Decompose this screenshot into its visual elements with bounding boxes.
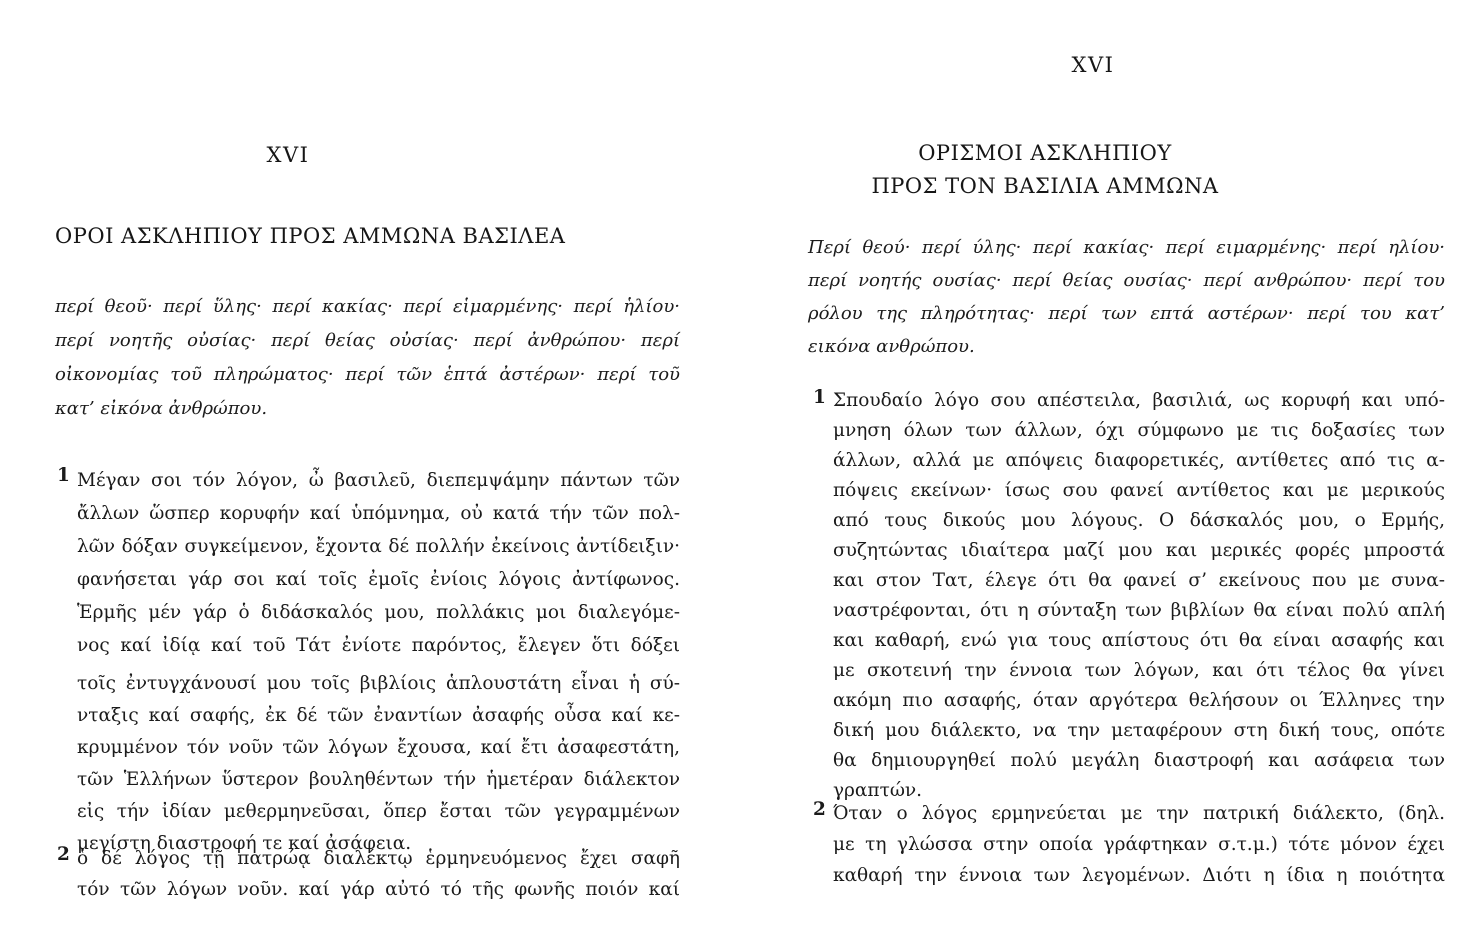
paragraph-text: [55, 464, 680, 662]
text-line: Ἑρμῆς μέν γάρ ὁ διδάσκαλός μου, πολλάκις μοι διαλεγόμε-: [77, 602, 680, 623]
text-line: τοῖς ἐντυγχάνουσί μου τοῖς βιβλίοις ἁπλουστάτη εἶναι ἡ σύ-: [77, 673, 680, 694]
paragraph-2: [808, 798, 1445, 891]
page-right: [808, 0, 1445, 936]
text-line: λῶν δόξαν συγκείμενον, ἔχοντα δέ πολλήν ἐκείνοις ἀντίδειξιν·: [77, 536, 680, 557]
text-line: κρυμμένον τόν νοῦν τῶν λόγων ἔχουσα, καί ἔτι ἀσαφεστάτη,: [77, 737, 680, 758]
text-line: τῶν Ἑλλήνων ὕστερον βουληθέντων τήν ἡμετέραν διάλεκτον: [77, 769, 680, 790]
text-line: περί νοητής ουσίας· περί θείας ουσίας· περί ανθρώπου· περί του: [808, 270, 1445, 291]
paragraph-number: 1: [57, 465, 70, 486]
text-line: εικόνα ανθρώπου.: [808, 336, 975, 357]
text-line: ναστρέφονται, ότι η σύνταξη των βιβλίων θα είναι πολύ απλή: [833, 600, 1445, 621]
paragraph-2: [55, 843, 680, 905]
paragraph-1-part-b: [55, 668, 680, 860]
text-line: ὁ δέ λόγος τῇ πατρώᾳ διαλέκτῳ ἑρμηνευόμενος ἔχει σαφῆ: [77, 848, 680, 869]
chapter-summary: [808, 231, 1445, 363]
paragraph-number: 1: [813, 387, 826, 408]
text-line: δική μου διάλεκτο, να την μεταφέρουν στη δική τους, οπότε: [833, 720, 1445, 741]
text-line: με τη γλώσσα στην οποία γράφτηκαν σ.τ.μ.) τότε μόνον έχει: [833, 834, 1445, 855]
page-left: [55, 0, 680, 936]
text-line: Μέγαν σοι τόν λόγον, ὦ βασιλεῦ, διεπεμψάμην πάντων τῶν: [77, 470, 680, 491]
text-line: ρόλου της πληρότητας· περί των επτά αστέρων· περί του κατ’: [808, 303, 1445, 324]
text-line: μνηση όλων των άλλων, όχι σύμφωνο με τις δοξασίες των: [833, 420, 1445, 441]
summary-text: [55, 290, 680, 426]
paragraph-text: [808, 798, 1445, 891]
text-line: με σκοτεινή την έννοια των λόγων, και ότι τέλος θα γίνει: [833, 660, 1445, 681]
text-line: συζητώντας ιδιαίτερα μαζί μου και μερικές φορές μπροστά: [833, 540, 1445, 561]
text-line: Περί θεού· περί ύλης· περί κακίας· περί ειμαρμένης· περί ηλίου·: [808, 237, 1445, 258]
text-line: και καθαρή, ενώ για τους απίστους ότι θα είναι ασαφής και: [833, 630, 1445, 651]
paragraph-number: 2: [813, 799, 826, 820]
text-line: οἰκονομίας τοῦ πληρώματος· περί τῶν ἑπτά ἀστέρων· περί τοῦ: [55, 364, 680, 385]
text-line: Όταν ο λόγος ερμηνεύεται με την πατρική διάλεκτο, (δηλ.: [833, 803, 1445, 824]
page-header-chapter-number: XVI: [1071, 53, 1115, 77]
summary-text: [808, 231, 1445, 363]
paragraph-1-part-a: [55, 464, 680, 662]
text-line: περί θεοῦ· περί ὕλης· περί κακίας· περί εἱμαρμένης· περί ἡλίου·: [55, 296, 680, 317]
text-line: Σπουδαίο λόγο σου απέστειλα, βασιλιά, ως κορυφή και υπό-: [833, 390, 1445, 411]
text-line: άλλων, αλλά με απόψεις διαφορετικές, αντίθετες από τις α-: [833, 450, 1445, 471]
paragraph-text: [55, 668, 680, 860]
text-line: μεγίστη διαστροφή τε καί ἀσάφεια.: [77, 833, 412, 854]
paragraph-text: [808, 386, 1445, 806]
text-line: θα δημιουργηθεί πολύ μεγάλη διαστροφή και ασάφεια των: [833, 750, 1445, 771]
text-line: ἄλλων ὥσπερ κορυφήν καί ὑπόμνημα, οὐ κατά τήν τῶν πολ-: [77, 503, 680, 524]
text-line: περί νοητῆς οὐσίας· περί θείας οὐσίας· περί ἀνθρώπου· περί: [55, 330, 680, 351]
text-line: και στον Τατ, έλεγε ότι θα φανεί σ’ εκείνους που με συνα-: [833, 570, 1445, 591]
chapter-title-line-1: ΟΡΙΣΜΟΙ ΑΣΚΛΗΠΙΟΥ: [918, 141, 1172, 165]
text-line: ακόμη πιο ασαφής, όταν αργότερα θελήσουν οι Έλληνες την: [833, 690, 1445, 711]
text-line: τόν τῶν λόγων νοῦν. καί γάρ αὐτό τό τῆς φωνῆς ποιόν καί: [77, 879, 680, 900]
paragraph-text: [55, 843, 680, 905]
text-line: φανήσεται γάρ σοι καί τοῖς ἐμοῖς ἐνίοις λόγοις ἀντίφωνος.: [77, 569, 680, 590]
text-line: από τους δικούς μου λόγους. Ο δάσκαλός μου, ο Ερμής,: [833, 510, 1445, 531]
text-line: καθαρή την έννοια των λεγομένων. Διότι η ίδια η ποιότητα: [833, 865, 1445, 886]
chapter-summary: [55, 290, 680, 426]
chapter-number-heading: XVI: [266, 143, 310, 167]
text-line: νταξις καί σαφής, ἐκ δέ τῶν ἐναντίων ἀσαφής οὖσα καί κε-: [77, 705, 680, 726]
paragraph-1: [808, 386, 1445, 806]
text-line: νος καί ἰδίᾳ καί τοῦ Τάτ ἐνίοτε παρόντος, ἔλεγεν ὅτι δόξει: [77, 635, 680, 656]
text-line: πόψεις εκείνων· ίσως σου φανεί αντίθετος και με μερικούς: [833, 480, 1445, 501]
paragraph-number: 2: [57, 844, 70, 865]
text-line: εἰς τήν ἰδίαν μεθερμηνεῦσαι, ὅπερ ἔσται τῶν γεγραμμένων: [77, 801, 680, 822]
chapter-title-line-2: ΠΡΟΣ ΤΟΝ ΒΑΣΙΛΙΑ ΑΜΜΩΝΑ: [871, 174, 1219, 198]
text-line: γραπτών.: [833, 780, 923, 801]
chapter-title: ΟΡΟΙ ΑΣΚΛΗΠΙΟΥ ΠΡΟΣ ΑΜΜΩΝΑ ΒΑΣΙΛΕΑ: [55, 224, 566, 248]
text-line: κατ’ εἰκόνα ἀνθρώπου.: [55, 398, 268, 419]
